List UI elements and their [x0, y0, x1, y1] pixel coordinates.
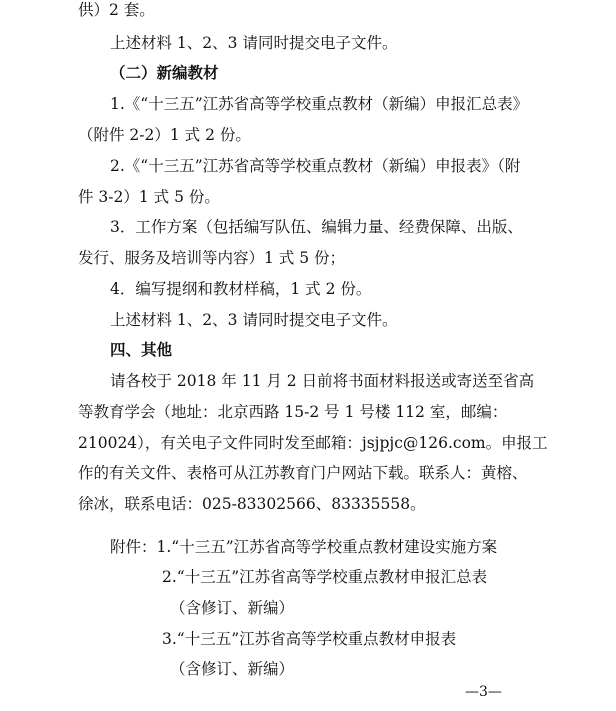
section-heading: 四、其他 [110, 340, 173, 359]
text-line: 件 3-2）1 式 5 份。 [78, 188, 220, 206]
attachment-line: 2.“十三五”江苏省高等学校重点教材申报汇总表 [162, 568, 488, 586]
text-line: 徐冰，联系电话：025-83302566、83335558。 [78, 495, 426, 513]
section-heading: （二）新编教材 [110, 63, 219, 82]
text-line: 2.《“十三五”江苏省高等学校重点教材（新编）申报表》（附 [110, 157, 521, 175]
text-line: 3．工作方案（包括编写队伍、编辑力量、经费保障、出版、 [110, 218, 523, 236]
attachment-line: 附件：1.“十三五”江苏省高等学校重点教材建设实施方案 [110, 538, 498, 556]
text-line: 等教育学会（地址：北京西路 15-2 号 1 号楼 112 室，邮编： [78, 403, 508, 421]
text-line: 请各校于 2018 年 11 月 2 日前将书面材料报送或寄送至省高 [110, 372, 535, 390]
text-line: （附件 2-2）1 式 2 份。 [78, 126, 251, 144]
text-line: 发行、服务及培训等内容）1 式 5 份； [78, 249, 346, 267]
text-line: 上述材料 1、2、3 请同时提交电子文件。 [110, 311, 398, 329]
page-number: —3— [465, 684, 502, 700]
text-line: 210024），有关电子文件同时发至邮箱：jsjpjc@126.com。申报工 [78, 434, 548, 452]
text-line: 1.《“十三五”江苏省高等学校重点教材（新编）申报汇总表》 [110, 95, 529, 113]
attachment-line: （含修订、新编） [170, 660, 295, 678]
attachment-line: （含修订、新编） [170, 599, 295, 617]
text-line: 供）2 套。 [78, 1, 155, 19]
text-line: 4．编写提纲和教材样稿，1 式 2 份。 [110, 280, 372, 298]
text-line: 作的有关文件、表格可从江苏教育门户网站下载。联系人：黄榕、 [78, 464, 528, 482]
text-line: 上述材料 1、2、3 请同时提交电子文件。 [110, 34, 398, 52]
attachment-line: 3.“十三五”江苏省高等学校重点教材申报表 [162, 630, 457, 648]
